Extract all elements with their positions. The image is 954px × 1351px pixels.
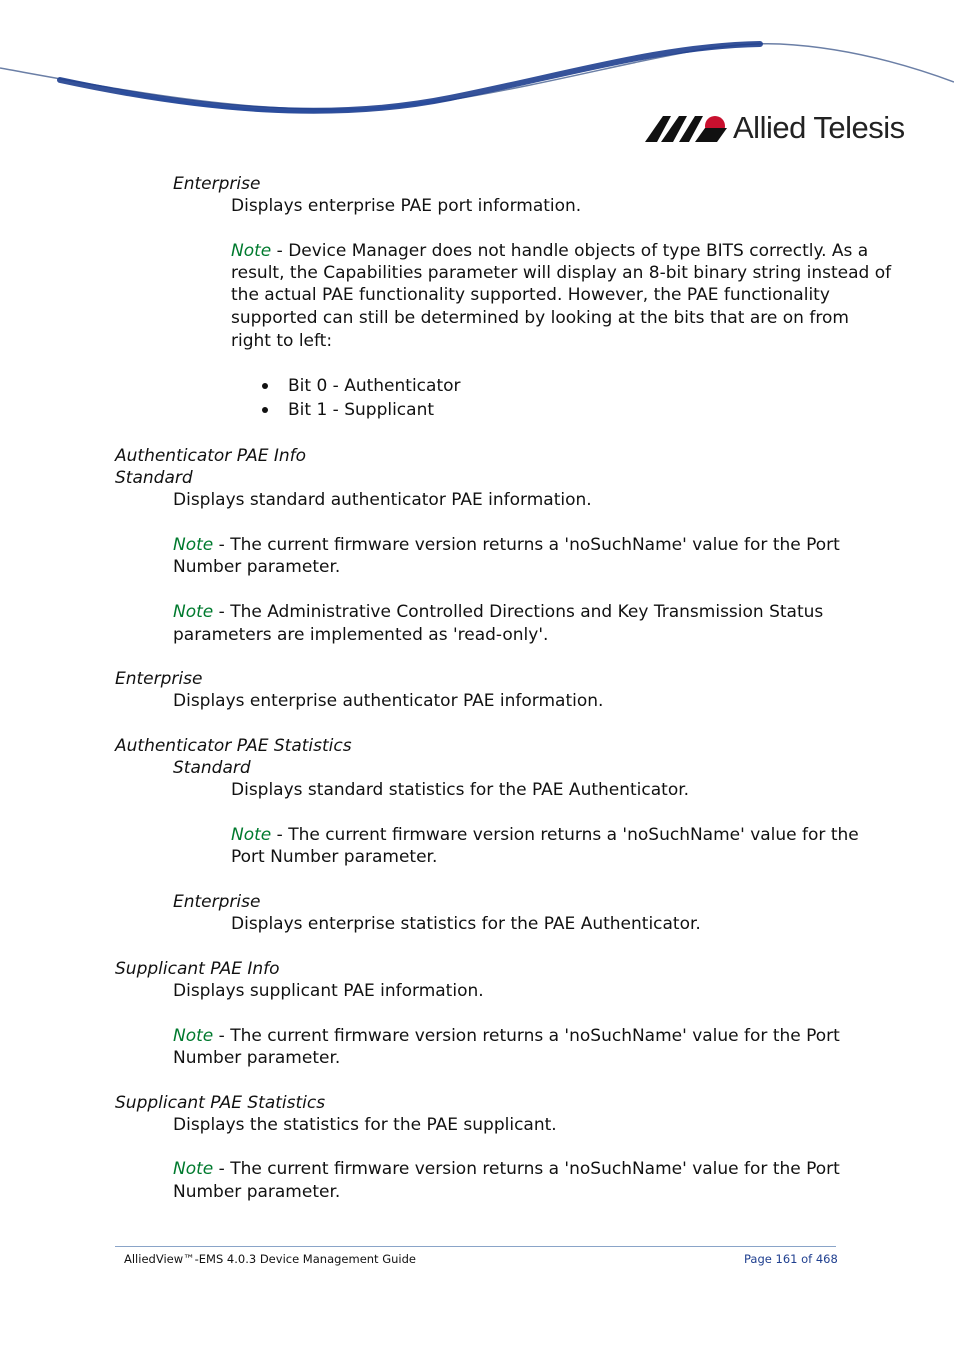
note-line: Number parameter. — [173, 1182, 341, 1202]
enterprise-heading: Enterprise — [173, 174, 261, 194]
section-heading: Authenticator PAE Statistics — [115, 736, 352, 756]
section-desc: Displays standard authenticator PAE information. — [173, 490, 592, 510]
footer-page-number: Page 161 of 468 — [744, 1252, 838, 1266]
note-line: the actual PAE functionality supported. However, the PAE functionality — [231, 285, 830, 305]
logo-mark-icon — [645, 114, 727, 144]
footer-doc-title: AlliedView™-EMS 4.0.3 Device Management Guide — [124, 1252, 416, 1266]
note-line: Note - Device Manager does not handle objects of type BITS correctly. As a — [231, 241, 869, 261]
note-line: supported can still be determined by looking at the bits that are on from — [231, 308, 849, 328]
section-desc: Displays standard statistics for the PAE Authenticator. — [231, 780, 690, 800]
allied-telesis-logo — [645, 110, 905, 146]
subsection-heading: Standard — [173, 758, 251, 778]
bullet-icon — [262, 407, 268, 413]
note-label: Note — [173, 1159, 214, 1179]
section-heading: Supplicant PAE Statistics — [115, 1093, 326, 1113]
subsection-heading: Enterprise — [173, 892, 261, 912]
subsection-heading: Standard — [115, 468, 193, 488]
logo-wordmark: Allied Telesis — [733, 110, 905, 145]
note-line: right to left: — [231, 331, 333, 351]
note-line: Note - The current firmware version returns a 'noSuchName' value for the Port — [173, 1159, 840, 1179]
subsection-heading: Enterprise — [115, 669, 203, 689]
section-desc: Displays enterprise authenticator PAE information. — [173, 691, 604, 711]
note-line: result, the Capabilities parameter will display an 8-bit binary string instead of — [231, 263, 892, 283]
note-label: Note — [231, 825, 272, 845]
note-label: Note — [173, 1026, 214, 1046]
section-heading: Authenticator PAE Info — [115, 446, 307, 466]
note-line: Note - The current firmware version returns a 'noSuchName' value for the Port — [173, 1026, 840, 1046]
bullet-icon — [262, 383, 268, 389]
list-item: Bit 1 - Supplicant — [288, 400, 435, 420]
note-line: Note - The current firmware version returns a 'noSuchName' value for the — [231, 825, 859, 845]
note-line: Note - The Administrative Controlled Directions and Key Transmission Status — [173, 602, 824, 622]
section-desc: Displays enterprise statistics for the PAE Authenticator. — [231, 914, 701, 934]
note-line: Note - The current firmware version returns a 'noSuchName' value for the Port — [173, 535, 840, 555]
section-heading: Supplicant PAE Info — [115, 959, 280, 979]
note-label: Note — [231, 241, 272, 261]
list-item: Bit 0 - Authenticator — [288, 376, 461, 396]
note-line: Port Number parameter. — [231, 847, 438, 867]
note-label: Note — [173, 602, 214, 622]
section-desc: Displays supplicant PAE information. — [173, 981, 484, 1001]
note-line: Number parameter. — [173, 557, 341, 577]
note-line: Number parameter. — [173, 1048, 341, 1068]
note-label: Note — [173, 535, 214, 555]
section-desc: Displays the statistics for the PAE supplicant. — [173, 1115, 557, 1135]
footer-rule — [115, 1246, 836, 1247]
note-line: parameters are implemented as 'read-only'. — [173, 625, 549, 645]
enterprise-desc: Displays enterprise PAE port information. — [231, 196, 582, 216]
